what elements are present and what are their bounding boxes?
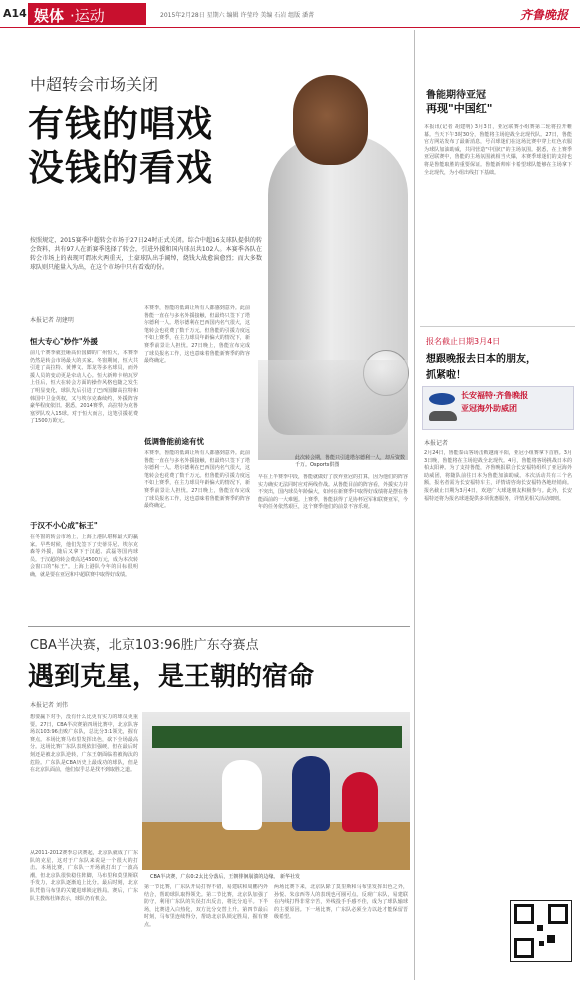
right-divider [420,326,575,327]
column-2-body: 本赛季，鲁能的低调让所有人都感到意外。此前鲁能一直在与多名外援接触，但最终只签下了塔尔德利一人。塔尔德利在巴西国内名气很大，这笔转会也花费了数千万元。但鲁能的引援力度远不如上赛季，在主力球员年龄偏大的情况下，新赛季前景让人担忧。27日晚上，鲁能宣布完成了球员报名工作，这也意味着鲁能新赛季的阵容最终确定。 [144,305,250,365]
cba-byline: 本报记者 刘伟 [30,702,68,709]
newspaper-logo: 齐鲁晚报 [519,8,568,22]
player-1 [222,760,262,830]
cba-photo [142,712,410,870]
ad-byline: 本报记者 [424,440,449,447]
section-2-body: 在冬窗的转会市场上，上海上港队堪称最大的赢家。早些时候，他们先签下了史蒂芬尼、埃尔克森等外援，随后又拿下于汉超、武磊等国内球员。于汉超的转会费高达4500万元，成为本次转会窗口的"标王"。上海上港队今年的目标很明确，就是要在亚冠和中超联赛中取得好成绩。 [30,534,138,578]
player-head [293,75,368,165]
car-silhouette [429,411,457,421]
cba-body-2: 从2011-2012赛季总决赛起，北京队就成了广东队的克星，这对于广东队来说是一个很大的打击。本场比赛，广东队一开场就打出了一波高潮，但北京队很快稳住阵脚，马布里和莫里斯联手发力，北京队逐渐追上比分。最后时刻，北京队凭借马布里的关键进球锁定胜局。赛后，广东队主教练杜锋表示，球队仍有机会。 [30,850,138,902]
main-lead: 按照规定，2015赛季中超转会市场于27日24时正式关闭。综合中超16支球队提供的转会资料，共有97人在新赛季选择了转会，引进外援和国内球员共102人。本赛季各队在转会市场上的表现可谓冰火两重天，土豪球队出手阔绰，烧钱大战愈演愈烈；而大多数球队则只能量入为出，在这个市场中只有看戏的份。 [30,237,262,271]
section-4-body: 早在上半赛季中段，鲁能就做好了放弃亚冠的打算，因为他们的阵容实力确实无法同时应对两线作战。从鲁能目前的阵容看，外援实力并不突出，国内球员年龄偏大，如何在新赛季中取得好成绩将是摆在鲁能面前的一大难题。上赛季，鲁能获得了足协杯冠军和联赛亚军，今年的任务依然艰巨，这个赛季他们的前景不容乐观。 [258,474,408,511]
ad-banner-line-2: 亚冠海外助威团 [461,404,517,413]
cba-photo-caption: CBA半决赛，广东0:2太比分落后，王朝徘徊崩溃的边缘。 新华社发 [150,874,300,880]
main-byline: 本报记者 胡建明 [30,317,74,324]
section-3-body: 本赛季，鲁能的低调让所有人都感到意外。此前鲁能一直在与多名外援接触，但最终只签下了塔尔德利一人。塔尔德利在巴西国内名气很大，这笔转会也花费了数千万元。但鲁能的引援力度远不如上赛季，在主力球员年龄偏大的情况下，新赛季前景让人担忧。27日晚上，鲁能宣布完成了球员报名工作，这也意味着鲁能新赛季的阵容最终确定。 [144,450,250,510]
section-label [28,3,146,25]
right-body: 本报讯(记者 胡建明) 3月3日，亚冠联赛小组赛第二轮将拉开帷幕。当天下午3时30分，鲁能将主场迎战全北现代队。27日，鲁能官方网站发布了最新消息，号召球迷们在这场比赛中穿上红色衣服为球队加油助威，共同营造"中国红"的主场氛围。据悉，在上赛季亚冠联赛中，鲁能的主场氛围就相当火爆，本赛季球迷们的支持也将是鲁能取胜的重要保证。鲁能新帅库卡希望球队能够在主场拿下全北现代，为小组出线打下基础。 [424,124,572,176]
ad-board [152,726,402,748]
qr-code [510,900,572,962]
cba-body-1: 想要赢下对手，没有什么比更有实力的球员更重要。27日，CBA半决赛第四场比赛中，北京队客场以103:96击败广东队，总比分3:1领先，握有赛点。本场比赛马布里发挥出色，砍下全场最高分。这场比赛广东队表现依旧强硬，但在最后时刻还是被北京队逆转，广东王朝面临着被淘汰的危险。广东队是CBA历史上最成功的球队，但是在北京队面前，他们似乎总是找不到取胜之道。 [30,714,138,774]
header-rule [0,27,580,28]
player-3 [342,772,378,832]
ad-banner-line-1: 长安福特·齐鲁晚报 [461,391,529,400]
main-headline-2: 没钱的看戏 [28,148,214,189]
column-rule [414,30,415,980]
right-kicker: 鲁能期待亚冠 [426,90,486,101]
ad-banner [422,386,574,430]
main-photo-caption: 此次转会期，鲁能只引进塔尔德利一人，却斥资数千万。Osports供图 [295,455,406,468]
section-3-title: 低调鲁能前途有忧 [144,437,204,446]
section-main: 娱体 [34,7,65,25]
section-1-body: 前几个赛季就狂砸高价国脚的广州恒大，本赛季仍然是转会市场最大的买家。冬窗期间，恒大共引进了高拉特、黄博文、郑龙等多名球员，而外援人员的变动更是牵动人心。恒大新帅卡纳瓦罗上任后，恒大在转会方面的操作风格也随之发生了明显变化，球队先后引进了巴西国脚高拉特和韩国中卫金英权，又与埃尔克森续约，外援阵容豪华程度依旧。据悉，2014赛季，高拉特为克鲁塞罗队攻入15球。对于恒大而言，这笔引援花费了1500万欧元。 [30,350,138,425]
ford-logo [429,393,455,405]
ad-kicker: 报名截止日期3月4日 [426,337,501,346]
cba-body-4: 两场比赛下来，北京队除了莫里斯和马布里发挥出色之外，孙悦、朱彦西等人的表现也可圈可点。反观广东队，易建联在内线打得非常辛苦，外线投手手感不佳，成为了球队输球的主要原因。下一场比赛，广东队必须全力以赴才能保留晋级希望。 [274,884,408,921]
ad-headline-1: 想跟晚报去日本的朋友， [426,354,536,365]
ad-headline-2: 抓紧啦！ [426,370,466,381]
date-line: 2015年2月28日 星期六 编辑 许莹玲 美编 石岩 组版 潘菁 [160,12,315,19]
cba-divider [28,626,410,627]
main-kicker: 中超转会市场关闭 [30,75,159,94]
section-2-title: 于汉不小心成"标王" [30,521,98,530]
page-number: A14 [3,7,27,20]
ad-body: 2月24日，鲁能泰山客场击败越南平阳，亚冠小组赛拿下首胜。3月3日晚，鲁能将在主场迎战全北现代。4月，鲁能将客场挑战日本的柏太阳神。为了支持鲁能，齐鲁晚报联合长安福特组织了亚冠海外助威团，将随队前往日本为鲁能加油助威。本次活动共有三个名额，报名者需为长安福特车主，详情请咨询长安福特各地经销商。报名截止日期为3月4日，欢迎广大球迷朋友积极参与。此外，长安福特还将为报名球迷提供多项优惠服务，详情见相关活动细则。 [424,450,572,502]
section-1-title: 恒大专心"炒作"外援 [30,337,98,346]
cba-kicker: CBA半决赛，北京103:96胜广东夺赛点 [30,638,259,653]
cba-body-3: 第一节比赛，广东队开局打得不错，易建联和周鹏内外结合，帮助球队取得领先。第二节比赛，北京队加强了防守，利用广东队的失误打出反击，将比分追平。下半场，比赛进入白热化，双方比分交替上升。第四节最后时刻，马布里连续得分，帮助北京队锁定胜局，握有赛点。 [144,884,268,928]
crowd-bg [258,360,408,460]
cba-headline: 遇到克星，是王朝的宿命 [28,662,315,692]
main-headline-1: 有钱的唱戏 [28,104,214,145]
section-sub: ·运动 [70,7,105,25]
right-headline: 再现"中国红" [426,102,493,115]
main-photo [258,30,410,460]
player-2 [292,756,330,831]
